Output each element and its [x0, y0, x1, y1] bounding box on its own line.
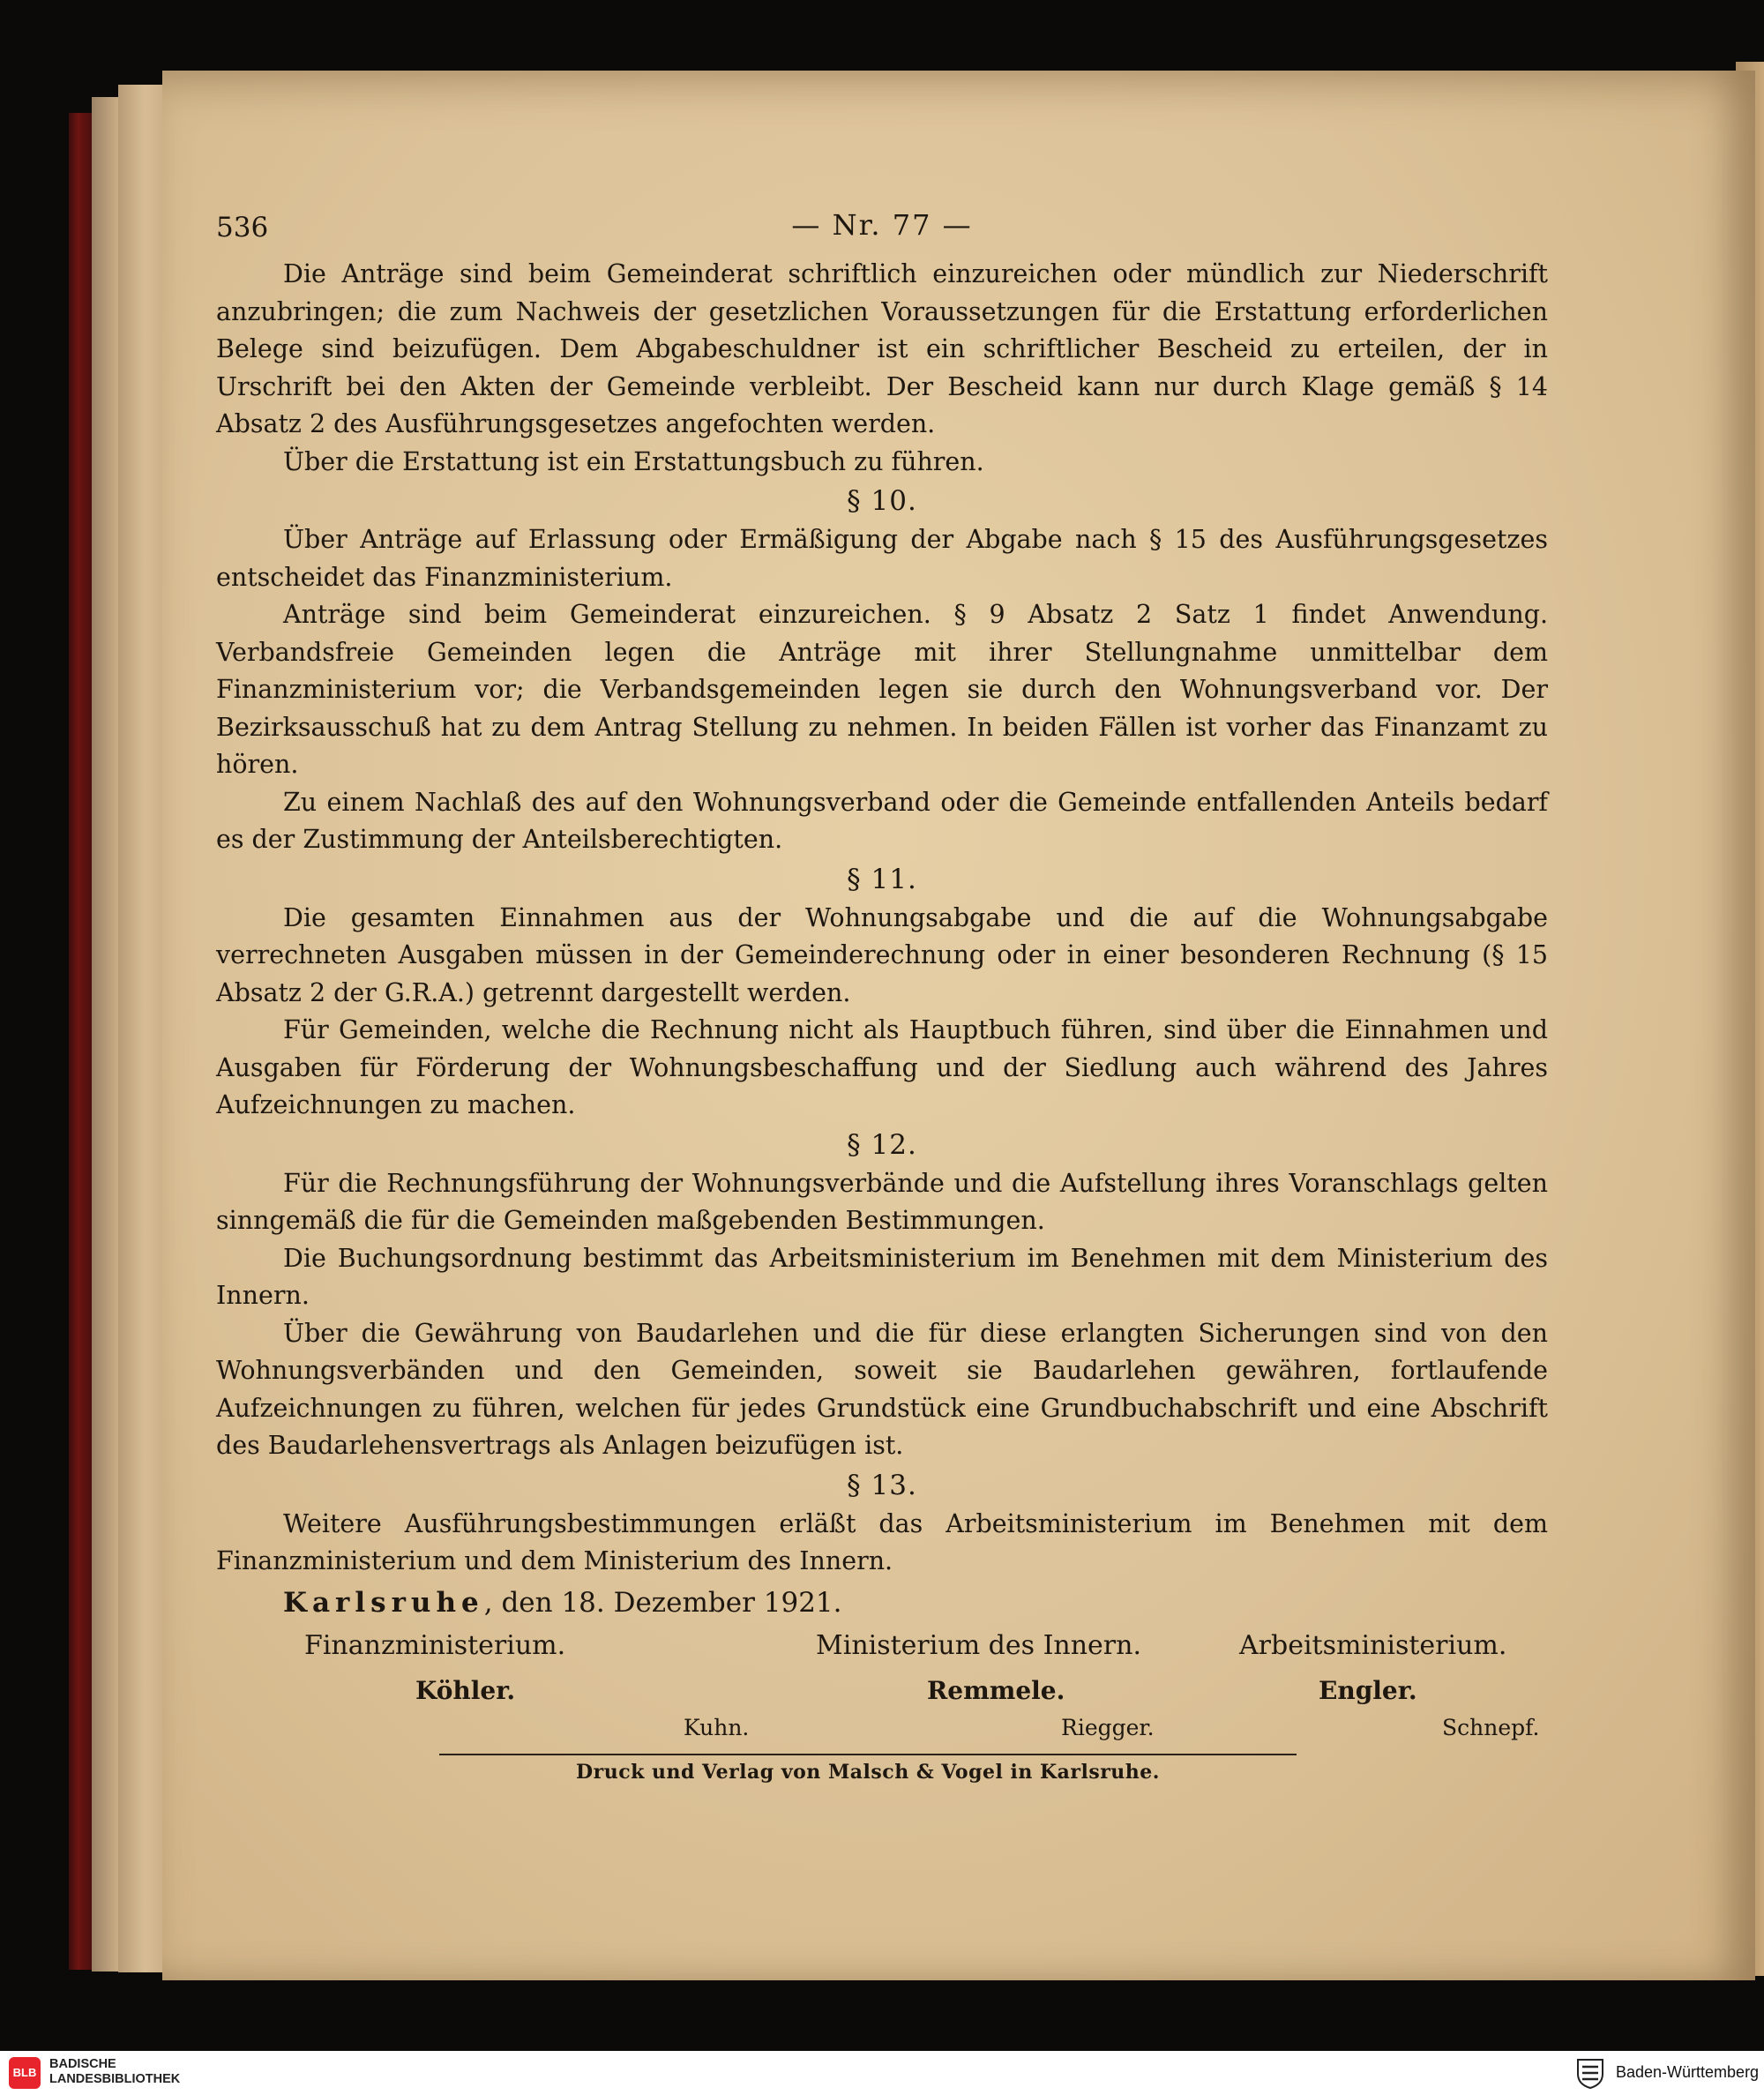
cosigner-interior: Riegger.	[1061, 1714, 1155, 1740]
page-number: 536	[216, 212, 269, 243]
section-heading-12: § 12.	[847, 1128, 917, 1161]
cosigner-labor: Schnepf.	[1442, 1714, 1540, 1740]
issue-number: — Nr. 77 —	[791, 208, 973, 242]
state-name[interactable]: Baden-Württemberg	[1616, 2063, 1760, 2081]
paragraph-booking-order: Die Buchungsordnung bestimmt das Arbeitsministerium im Benehmen mit dem Ministerium des Innern.	[216, 1243, 1548, 1310]
viewer-footer	[0, 2051, 1764, 2095]
ministry-labor: Arbeitsministerium.	[1239, 1629, 1507, 1661]
page-stack-edge	[92, 97, 118, 1972]
signer-finance: Köhler.	[415, 1675, 516, 1705]
section-heading-10: § 10.	[847, 485, 917, 517]
section-heading-13: § 13.	[847, 1469, 917, 1501]
dateline-place: Karlsruhe	[283, 1586, 484, 1619]
blb-logo[interactable]: BLB	[9, 2057, 41, 2089]
section-heading-11: § 11.	[847, 863, 917, 895]
printer-imprint: Druck und Verlag von Malsch & Vogel in Karlsruhe.	[576, 1761, 1160, 1784]
ministry-finance: Finanzministerium.	[304, 1629, 566, 1661]
page-stack-edge-inner	[118, 85, 162, 1972]
signature-block	[216, 1623, 1548, 1740]
paragraph-revenue-accounting: Die gesamten Einnahmen aus der Wohnungsabgabe und die auf die Wohnungsabgabe verrechneten Ausgaben müssen in der Gemeinderechnung oder in einer besonderen Rechnung (§ 15 Absatz 2 der G.R.A.) getrennt dargestellt werden.	[216, 902, 1548, 1007]
ministry-interior: Ministerium des Innern.	[816, 1629, 1142, 1661]
running-header	[216, 203, 1548, 256]
library-name[interactable]	[49, 2057, 180, 2087]
dateline-date: , den 18. Dezember 1921.	[483, 1586, 842, 1619]
paragraph-application-procedure: Die Anträge sind beim Gemeinderat schriftlich einzureichen oder mündlich zur Niederschrift anzubringen; die zum Nachweis der gesetzlichen Voraussetzungen für die Erstattung erforderlichen Belege sind beizufügen. Dem Abgabeschuldner ist ein schriftlicher Bescheid zu erteilen, der in Urschrift bei den Akten der Gemeinde verbleibt. Der Bescheid kann nur durch Klage gemäß § 14 Absatz 2 des Ausführungsgesetzes angefochten werden.	[216, 259, 1548, 438]
book-binding	[69, 113, 92, 1970]
signer-interior: Remmele.	[927, 1675, 1065, 1705]
cosigner-finance: Kuhn.	[684, 1714, 750, 1740]
imprint-rule	[439, 1754, 1297, 1755]
paragraph-waiver-filing: Anträge sind beim Gemeinderat einzureichen. § 9 Absatz 2 Satz 1 findet Anwendung. Verbandsfreie Gemeinden legen die Anträge mit ihrer Stellungnahme unmittelbar dem Finanzministerium vor; die Verbandsgemeinden legen sie durch den Wohnungsverband vor. Der Bezirksausschuß hat zu dem Antrag Stellung zu nehmen. In beiden Fällen ist vorher das Finanzamt zu hören.	[216, 600, 1548, 779]
paragraph-remission-consent: Zu einem Nachlaß des auf den Wohnungsverband oder die Gemeinde entfallenden Anteils bedarf es der Zustimmung der Anteilsberechtigten.	[216, 787, 1548, 854]
paragraph-building-loans: Über die Gewährung von Baudarlehen und die für diese erlangten Sicherungen sind von den Wohnungsverbänden und den Gemeinden, soweit sie Baudarlehen gewähren, fortlaufende Aufzeichnungen zu führen, welchen für jedes Grundstück eine Grundbuchabschrift und eine Abschrift des Baudarlehensvertrags als Anlagen beizufügen ist.	[216, 1318, 1548, 1460]
library-name-line2: LANDESBIBLIOTHEK	[49, 2072, 181, 2086]
signer-labor: Engler.	[1319, 1675, 1417, 1705]
paragraph-records-during-year: Für Gemeinden, welche die Rechnung nicht als Hauptbuch führen, sind über die Einnahmen und Ausgaben für Förderung der Wohnungsbeschaffung und der Siedlung auch während des Jahres Aufzeichnungen zu machen.	[216, 1015, 1548, 1119]
page-text	[216, 203, 1548, 1740]
library-name-line1: BADISCHE	[49, 2057, 116, 2071]
paragraph-refund-book: Über die Erstattung ist ein Erstattungsbuch zu führen.	[283, 446, 984, 476]
paragraph-further-provisions: Weitere Ausführungsbestimmungen erläßt das Arbeitsministerium im Benehmen mit dem Finanzministerium und dem Ministerium des Innern.	[216, 1508, 1548, 1575]
dateline	[216, 1582, 1548, 1623]
paragraph-waiver-requests: Über Anträge auf Erlassung oder Ermäßigung der Abgabe nach § 15 des Ausführungsgesetzes entscheidet das Finanzministerium.	[216, 525, 1548, 592]
paragraph-association-accounting: Für die Rechnungsführung der Wohnungsverbände und die Aufstellung ihres Voranschlags gelten sinngemäß die für die Gemeinden maßgebenden Bestimmungen.	[216, 1168, 1548, 1235]
state-crest-icon	[1575, 2056, 1605, 2090]
